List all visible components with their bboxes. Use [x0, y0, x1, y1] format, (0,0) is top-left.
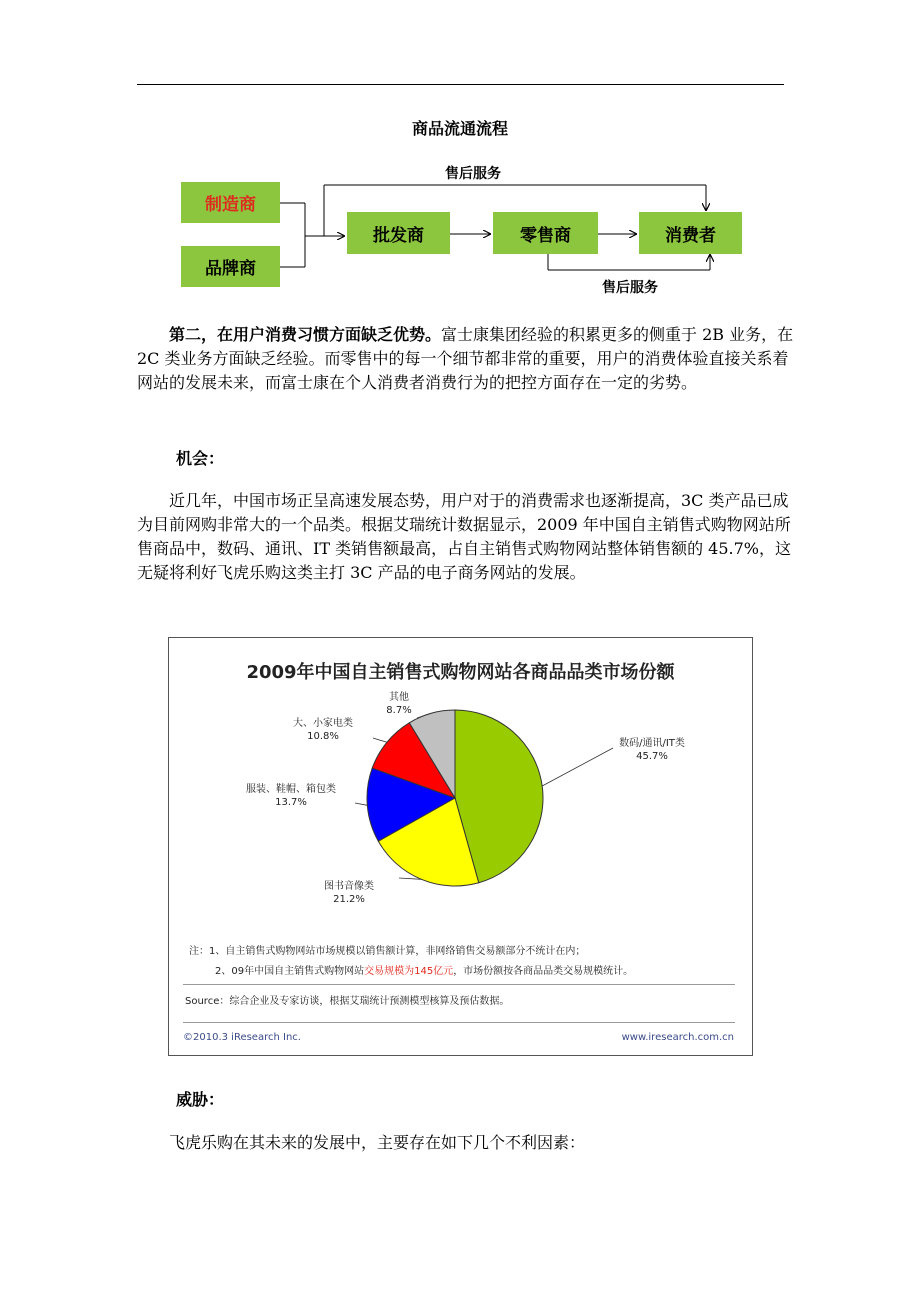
chart-note-2a: 2、09年中国自主销售式购物网站 — [215, 966, 365, 977]
slice-apparel-leader — [355, 803, 367, 805]
paragraph-consumer-habits — [137, 323, 797, 395]
paragraph-lead: 第二，在用户消费习惯方面缺乏优势。 — [169, 325, 442, 344]
chart-note-2b: 交易规模为145亿元 — [364, 966, 454, 977]
slice-label-books-name: 图书音像类 — [324, 881, 374, 892]
chart-website: www.iresearch.com.cn — [621, 1032, 734, 1043]
chart-title: 2009年中国自主销售式购物网站各商品品类市场份额 — [246, 662, 675, 683]
brand-box: 品牌商 — [181, 246, 280, 287]
chart-note-2 — [215, 962, 633, 977]
after-sales-label-top: 售后服务 — [445, 166, 501, 182]
slice-label-appliances-pct: 10.8% — [307, 731, 339, 742]
slice-label-appliances-name: 大、小家电类 — [293, 718, 353, 729]
retailer-box: 零售商 — [493, 212, 598, 254]
manufacturer-box: 制造商 — [181, 182, 280, 223]
slice-label-digital-pct: 45.7% — [636, 751, 668, 762]
slice-label-apparel — [233, 783, 349, 809]
heading-opportunity: 机会： — [176, 449, 225, 468]
chart-separator-1 — [183, 984, 735, 985]
consumer-box: 消费者 — [639, 212, 742, 254]
heading-threat: 威胁： — [176, 1090, 225, 1109]
slice-label-digital-name: 数码/通讯/IT类 — [619, 738, 685, 749]
paragraph-opportunity-text: 近几年，中国市场正呈高速发展态势，用户对于的消费需求也逐渐提高，3C 类产品已成为目前网购非常大的一个品类。根据艾瑞统计数据显示，2009 年中国自主销售式购物网站所售商品中，数码、通讯、IT 类销售额最高，占自主销售式购物网站整体销售额的 45.7%，这无疑将利好飞虎乐购这类主打 3C 产品的电子商务网站的发展。 — [137, 491, 791, 582]
paragraph-threat — [137, 1131, 797, 1155]
slice-appliances-leader — [373, 738, 387, 742]
slice-label-books — [309, 880, 389, 906]
flow-connectors — [0, 0, 920, 320]
slice-label-digital — [602, 737, 702, 763]
paragraph-body: 富士康集团经验的积累更多的侧重于 2B 业务，在 2C 类业务方面缺乏经验。而零售中的每一个细节都非常的重要，用户的消费体验直接关系着网站的发展未来，而富士康在个人消费者消费行为的把控方面存在一定的劣势。 — [137, 325, 794, 392]
chart-separator-2 — [183, 1022, 735, 1023]
chart-source: Source：综合企业及专家访谈，根据艾瑞统计预测模型核算及预估数据。 — [185, 996, 510, 1007]
slice-label-appliances — [273, 717, 373, 743]
wholesaler-box: 批发商 — [347, 212, 450, 254]
slice-label-apparel-name: 服装、鞋帽、箱包类 — [246, 784, 336, 795]
chart-note-2c: ，市场份额按各商品品类交易规模统计。 — [453, 966, 634, 977]
slice-label-books-pct: 21.2% — [333, 894, 365, 905]
slice-label-other — [369, 691, 429, 717]
slice-label-apparel-pct: 13.7% — [275, 797, 307, 808]
paragraph-opportunity — [137, 489, 797, 585]
flow-title: 商品流通流程 — [411, 119, 508, 138]
pie-chart-panel — [168, 637, 753, 1056]
chart-note-1: 注：1、自主销售式购物网站市场规模以销售额计算，非网络销售交易额部分不统计在内； — [189, 946, 586, 957]
slice-label-other-name: 其他 — [389, 692, 409, 703]
paragraph-threat-text: 飞虎乐购在其未来的发展中，主要存在如下几个不利因素： — [169, 1133, 586, 1152]
after-sales-label-bottom: 售后服务 — [602, 280, 658, 296]
chart-copyright: ©2010.3 iResearch Inc. — [183, 1032, 301, 1043]
slice-label-other-pct: 8.7% — [386, 705, 412, 716]
